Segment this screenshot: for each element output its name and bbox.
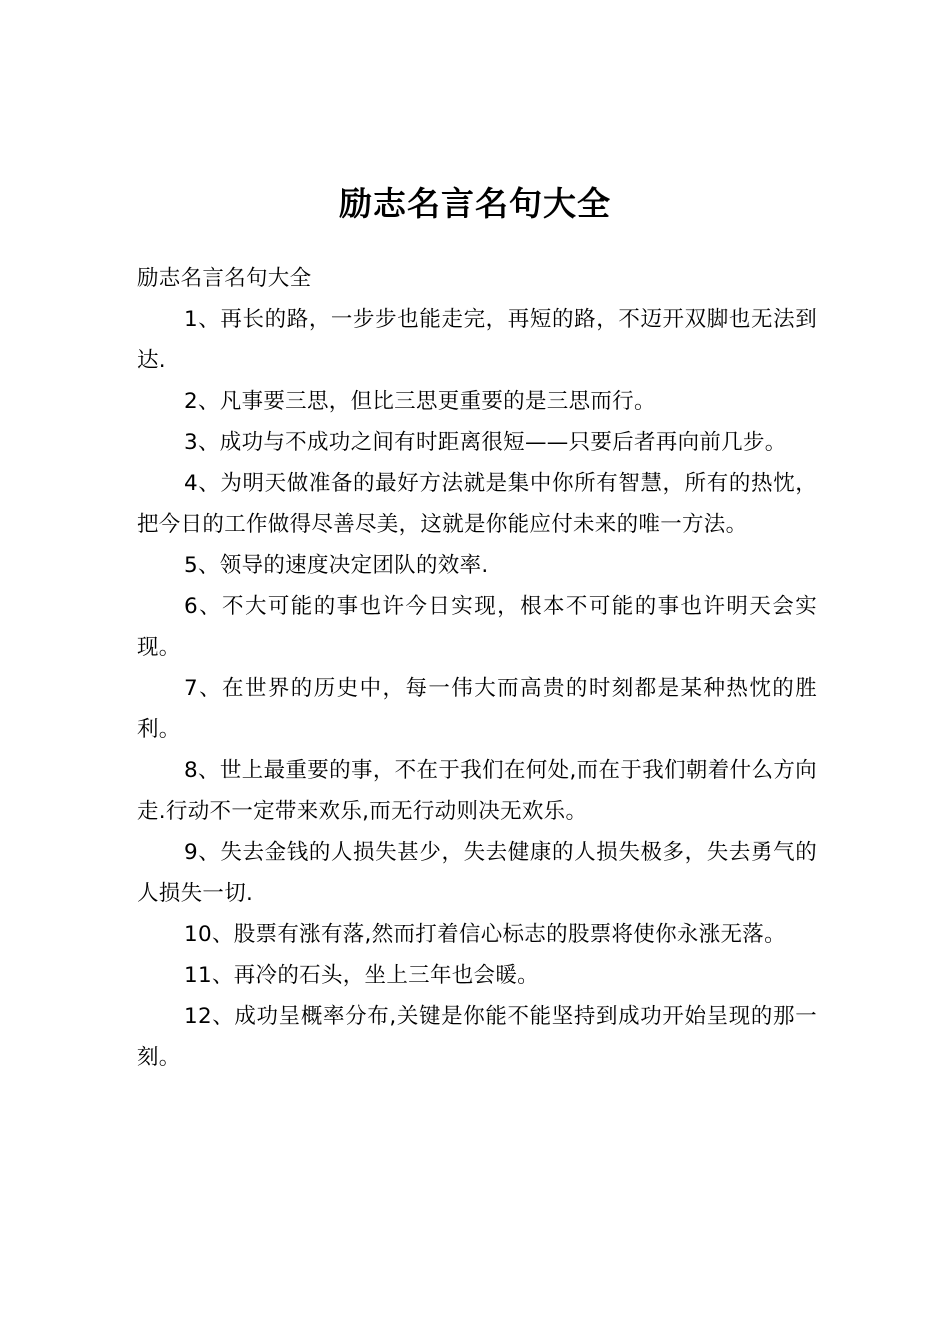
quote-item: 5、领导的速度决定团队的效率. (184, 553, 489, 578)
quote-item: 1、再长的路，一步步也能走完，再短的路，不迈开双脚也无法到达. (137, 307, 817, 373)
quote-item: 12、成功呈概率分布,关键是你能不能坚持到成功开始呈现的那一刻。 (137, 1004, 817, 1070)
document-body (137, 258, 817, 1078)
quote-item: 6、不大可能的事也许今日实现，根本不可能的事也许明天会实现。 (137, 594, 817, 660)
quote-list (137, 299, 817, 1078)
quote-item: 2、凡事要三思，但比三思更重要的是三思而行。 (184, 389, 656, 414)
quote-item: 10、股票有涨有落,然而打着信心标志的股票将使你永涨无落。 (184, 922, 786, 947)
document-title: 励志名言名句大全 (339, 184, 611, 224)
quote-item: 9、失去金钱的人损失甚少，失去健康的人损失极多，失去勇气的人损失一切. (137, 840, 817, 906)
quote-item: 3、成功与不成功之间有时距离很短——只要后者再向前几步。 (184, 430, 787, 455)
quote-item: 8、世上最重要的事，不在于我们在何处,而在于我们朝着什么方向走.行动不一定带来欢乐,而无行动则决无欢乐。 (137, 758, 817, 824)
quote-item: 4、为明天做准备的最好方法就是集中你所有智慧，所有的热忱，把今日的工作做得尽善尽美，这就是你能应付未来的唯一方法。 (137, 471, 817, 537)
quote-item: 7、在世界的历史中，每一伟大而高贵的时刻都是某种热忱的胜利。 (137, 676, 817, 742)
document-subtitle: 励志名言名句大全 (137, 266, 312, 291)
quote-item: 11、再冷的石头，坐上三年也会暖。 (184, 963, 539, 988)
